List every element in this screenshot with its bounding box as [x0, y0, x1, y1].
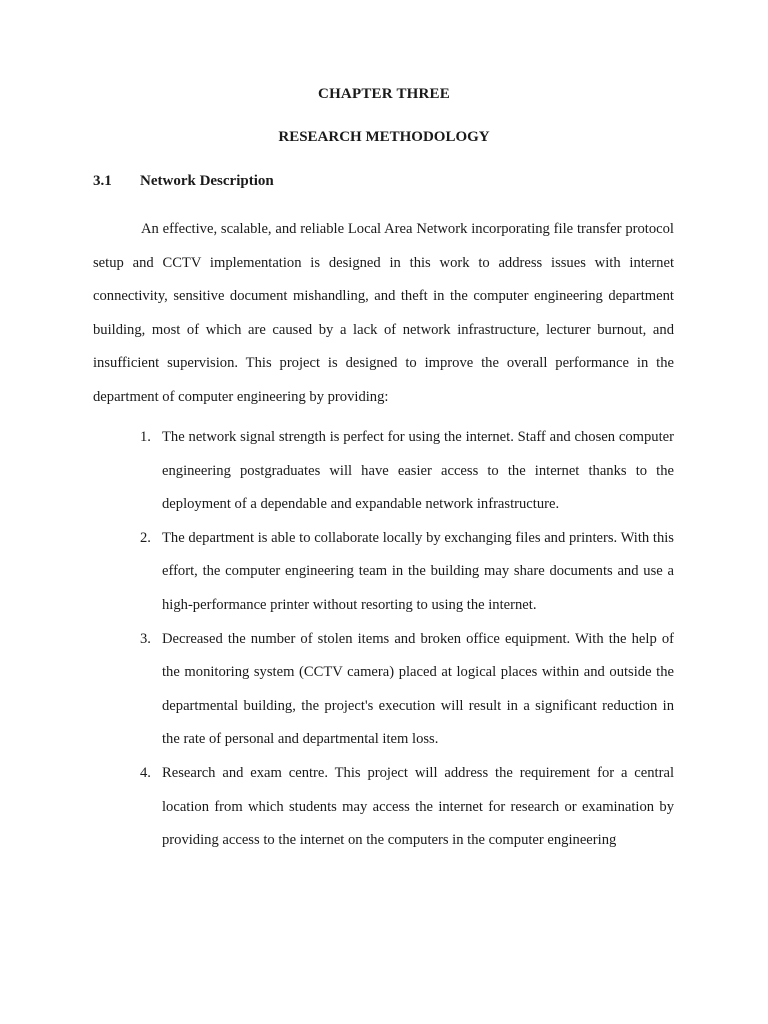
list-item — [93, 522, 674, 623]
numbered-list — [93, 421, 674, 858]
list-item — [93, 623, 674, 757]
list-item-text: Research and exam centre. This project will address the requirement for a central location from which students may access the internet for research or examination by providing access to the internet on the computers in the computer engineering — [162, 764, 674, 849]
subsection-number: 3.1 — [93, 173, 112, 189]
subsection-heading — [93, 173, 274, 190]
list-item-text: The network signal strength is perfect for using the internet. Staff and chosen computer engineering postgraduates will have easier access to the internet thanks to the deployment of a dependable and expandable network infrastructure. — [162, 429, 674, 513]
list-item-text: Decreased the number of stolen items and broken office equipment. With the help of the monitoring system (CCTV camera) placed at logical places within and outside the departmental building, the project's execution will result in a significant reduction in the rate of personal and departmental item loss. — [162, 630, 674, 748]
list-item-number: 1. — [140, 429, 151, 445]
list-item-number: 2. — [140, 529, 151, 546]
list-item — [93, 757, 674, 858]
intro-paragraph: An effective, scalable, and reliable Local Area Network incorporating file transfer protocol setup and CCTV implementation is designed in this work to address issues with internet connectivity, sensitive document mishandling, and theft in the computer engineering department building, most of which are caused by a lack of network infrastructure, lecturer burnout, and insufficient supervision. This project is designed to improve the overall performance in the department of computer engineering by providing: — [93, 221, 674, 405]
chapter-title: CHAPTER THREE — [318, 86, 450, 102]
section-title: RESEARCH METHODOLOGY — [278, 129, 490, 145]
list-item-number: 4. — [140, 764, 151, 781]
list-item-text: The department is able to collaborate locally by exchanging files and printers. With this effort, the computer engineering team in the building may share documents and use a high-performance printer without resorting to using the internet. — [162, 529, 674, 613]
subsection-title: Network Description — [140, 173, 274, 189]
list-item — [93, 421, 674, 522]
list-item-number: 3. — [140, 630, 151, 647]
